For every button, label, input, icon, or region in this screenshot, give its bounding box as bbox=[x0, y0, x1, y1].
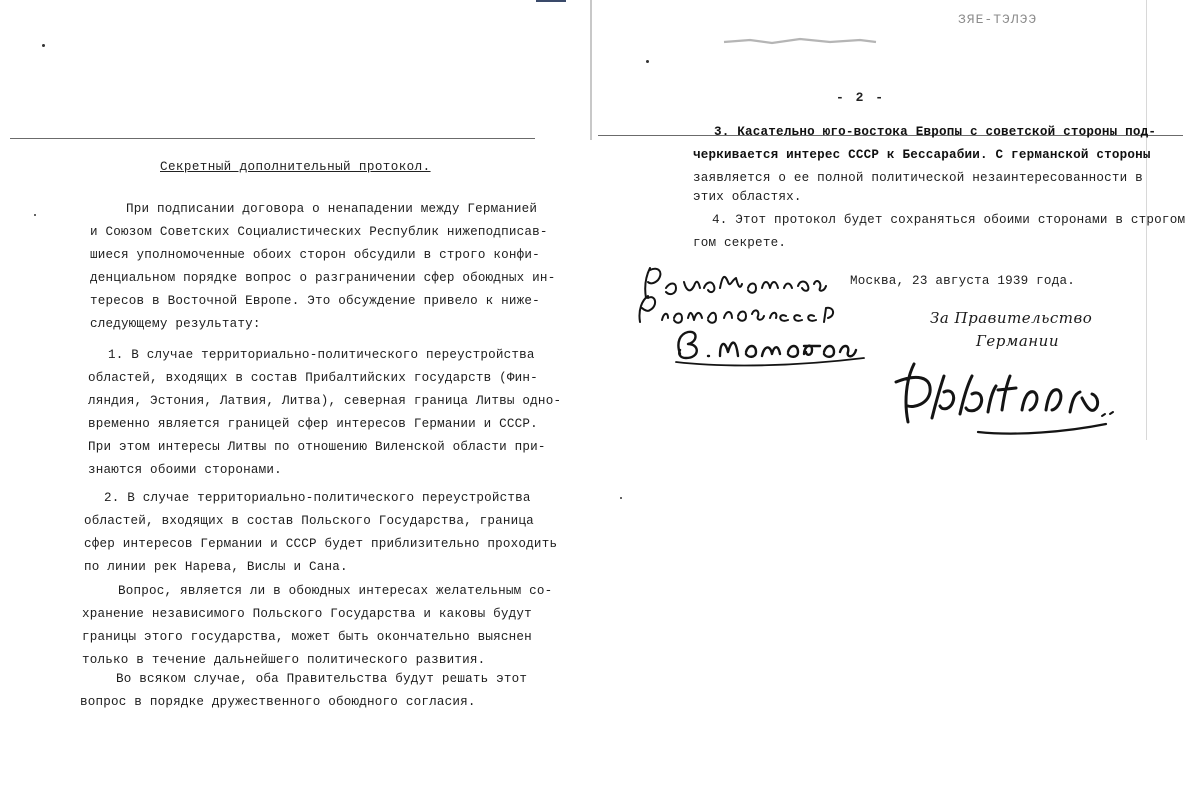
paper-speck bbox=[42, 44, 45, 47]
text-line: 4. Этот протокол будет сохраняться обоими сторонами в строгом bbox=[712, 213, 1186, 227]
handwritten-signature-molotov bbox=[628, 258, 898, 388]
paper-speck bbox=[620, 497, 622, 499]
text-line: хранение независимого Польского Государства и каковы будут bbox=[82, 607, 532, 621]
archive-stamp: ЗЯЕ-ТЭЛЭЭ bbox=[958, 12, 1038, 27]
text-line: сфер интересов Германии и СССР будет приблизительно проходить bbox=[84, 537, 558, 551]
text-line: 1. В случае территориально-политического переустройства bbox=[108, 348, 535, 362]
text-line: по линии рек Нарева, Вислы и Сана. bbox=[84, 560, 348, 574]
text-line: этих областях. bbox=[693, 190, 802, 204]
text-line: следующему результату: bbox=[90, 317, 261, 331]
page-number: - 2 - bbox=[836, 90, 886, 105]
page-edge bbox=[590, 0, 592, 140]
text-line: 2. В случае территориально-политического переустройства bbox=[104, 491, 531, 505]
text-line: При подписании договора о ненападении между Германией bbox=[126, 202, 538, 216]
handwritten-text: Германии bbox=[976, 332, 1059, 350]
text-line: денциальном порядке вопрос о разграничении сфер обоюдных ин- bbox=[90, 271, 556, 285]
protocol-heading: Секретный дополнительный протокол. bbox=[160, 160, 431, 174]
text-line: ляндия, Эстония, Латвия, Литва), северная граница Литвы одно- bbox=[88, 394, 562, 408]
text-line: и Союзом Советских Социалистических Республик нижеподписав- bbox=[90, 225, 548, 239]
text-line: вопрос в порядке дружественного обоюдного согласия. bbox=[80, 695, 476, 709]
place-and-date: Москва, 23 августа 1939 года. bbox=[850, 274, 1075, 288]
fold-line bbox=[10, 138, 535, 139]
protocol-page-2 bbox=[590, 0, 1200, 798]
text-line: областей, входящих в состав Польского Государства, граница bbox=[84, 514, 534, 528]
text-line: тересов в Восточной Европе. Это обсуждение привело к нижe- bbox=[90, 294, 540, 308]
text-line: шиеся уполномоченные обоих сторон обсудили в строго конфи- bbox=[90, 248, 540, 262]
text-line: только в течение дальнейшего политического развития. bbox=[82, 653, 486, 667]
text-line: При этом интересы Литвы по отношению Виленской области при- bbox=[88, 440, 546, 454]
faded-header-scribble bbox=[720, 30, 880, 50]
paper-speck bbox=[34, 214, 36, 216]
handwritten-text: За Правительство bbox=[930, 309, 1093, 327]
text-line: Вопрос, является ли в обоюдных интересах желательным со- bbox=[118, 584, 553, 598]
text-line: временно является границей сфер интересов Германии и СССР. bbox=[88, 417, 538, 431]
handwritten-signature-ribbentrop bbox=[886, 352, 1118, 440]
text-line: черкивается интерес СССР к Бессарабии. С германской стороны bbox=[693, 148, 1151, 162]
paper-speck bbox=[646, 60, 649, 63]
text-line: границы этого государства, может быть окончательно выяснен bbox=[82, 630, 532, 644]
text-line: знаются обоими сторонами. bbox=[88, 463, 282, 477]
text-line: 3. Касательно юго-востока Европы с советской стороны под- bbox=[714, 125, 1157, 139]
text-line: Во всяком случае, оба Правительства будут решать этот bbox=[116, 672, 528, 686]
protocol-page-1 bbox=[0, 0, 590, 798]
text-line: заявляется о ее полной политической незаинтересованности в bbox=[693, 171, 1143, 185]
text-line: гом секрете. bbox=[693, 236, 787, 250]
text-line: областей, входящих в состав Прибалтийских государств (Фин- bbox=[88, 371, 538, 385]
scan-edge-mark bbox=[536, 0, 566, 2]
